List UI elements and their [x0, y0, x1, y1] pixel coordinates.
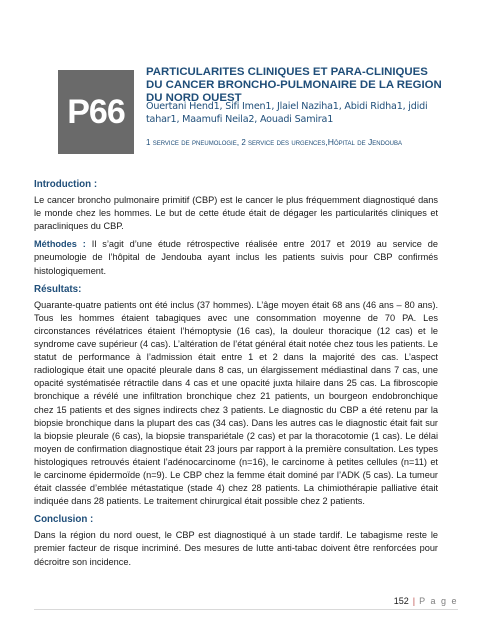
results-heading: Résultats: [34, 283, 82, 295]
affiliation-pneumology: service de pneumologie, [152, 137, 240, 147]
introduction-text: Le cancer broncho pulmonaire primitif (CBP) est le cancer le plus fréquemment diagnostiqué dans le monde chez les hommes. Le but de cette étude était de dégager les particularités cliniques et paracliniques du CBP. [34, 195, 438, 232]
methods-paragraph [34, 238, 438, 277]
conclusion-heading: Conclusion : [34, 514, 94, 526]
footer-separator: | [412, 596, 416, 606]
conclusion-text: Dans la région du nord ouest, le CBP est diagnostiqué à un stade tardif. Le tabagisme reste le premier facteur de risque incriminé. Des mesures de lutte anti-tabac doivent être renforcées pour décroitre son incidence. [34, 530, 438, 567]
page-number: 152 [393, 596, 409, 606]
introduction-heading: Introduction : [34, 179, 98, 190]
page-label: P a g e [419, 596, 458, 606]
methods-heading: Méthodes : [34, 239, 86, 250]
affiliations [146, 137, 466, 148]
affiliation-hospital: Hôpital de Jendouba [327, 137, 402, 147]
abstract-body [34, 178, 438, 574]
article-title: PARTICULARITES CLINIQUES ET PARA-CLINIQUES DU CANCER BRONCHO-PULMONAIRE DE LA REGION DU NORD OUEST [146, 66, 442, 104]
results-text: Quarante-quatre patients ont été inclus (37 hommes). L’âge moyen était 68 ans (46 ans – 80 ans). Tous les hommes étaient tabagiques avec une consommation moyenne de 70 PA. Les circonstances révélatrices étaient l’hémoptysie (16 cas), la douleur thoracique (12 cas) et le syndrome cave supérieur (4 cas). L’altération de l’état général était notée chez tous les patients. Le statut de performance à l’admission était entre 1 et 2 dans la majorité des cas. L’aspect radiologique était une opacité pleurale dans 8 cas, un élargissement médiastinal dans 7 cas, une opacité systématisée rétractile dans 4 cas et une opacité juxta hilaire dans 25 cas. La fibroscopie bronchique a révélé une infiltration bronchique chez 21 patients, un bourgeon endobronchique chez 15 patients et des signes indirects chez 3 patients. Le diagnostic du CBP a été retenu par la biopsie bronchique dans la plupart des cas (34 cas). Dans les autres cas le diagnostic était fait sur la biopsie pleurale (6 cas), la biopsie transpariétale (2 cas) et par la thoracotomie (1 cas). Le délai moyen de confirmation diagnostique était 23 jours par rapport à la première consultation. Les types histologiques retrouvés étaient l’adénocarcinome (n=16), le carcinome à petites cellules (n=11) et le carcinome épidermoïde (n=9). Le CBP chez la femme était dominé par l’ADK (5 cas). La tumeur était classée d’emblée métastatique (stade 4) chez 28 patients. La chimiothérapie palliative était indiquée dans 28 patients. Le traitement chirurgical était possible chez 2 patients. [34, 299, 438, 507]
affiliation-number-2: 2 [241, 138, 246, 147]
methods-text: Il s’agit d’une étude rétrospective réalisée entre 2017 et 2019 au service de pneumologie de l’hôpital de Jendouba ayant inclus les patients suivis pour CBP confirmés histologiquement. [34, 239, 438, 276]
page-footer [394, 596, 458, 606]
affiliation-emergency: service des urgences, [248, 137, 328, 147]
poster-code-badge: P66 [58, 70, 134, 154]
affiliation-number-1: 1 [146, 138, 151, 147]
author-list: Ouertani Hend1, Sifi Imen1, Jlaiel Naziha1, Abidi Ridha1, jdidi tahar1, Maamufi Neila2, Aouadi Samira1 [146, 101, 428, 125]
footer-divider [34, 609, 458, 610]
